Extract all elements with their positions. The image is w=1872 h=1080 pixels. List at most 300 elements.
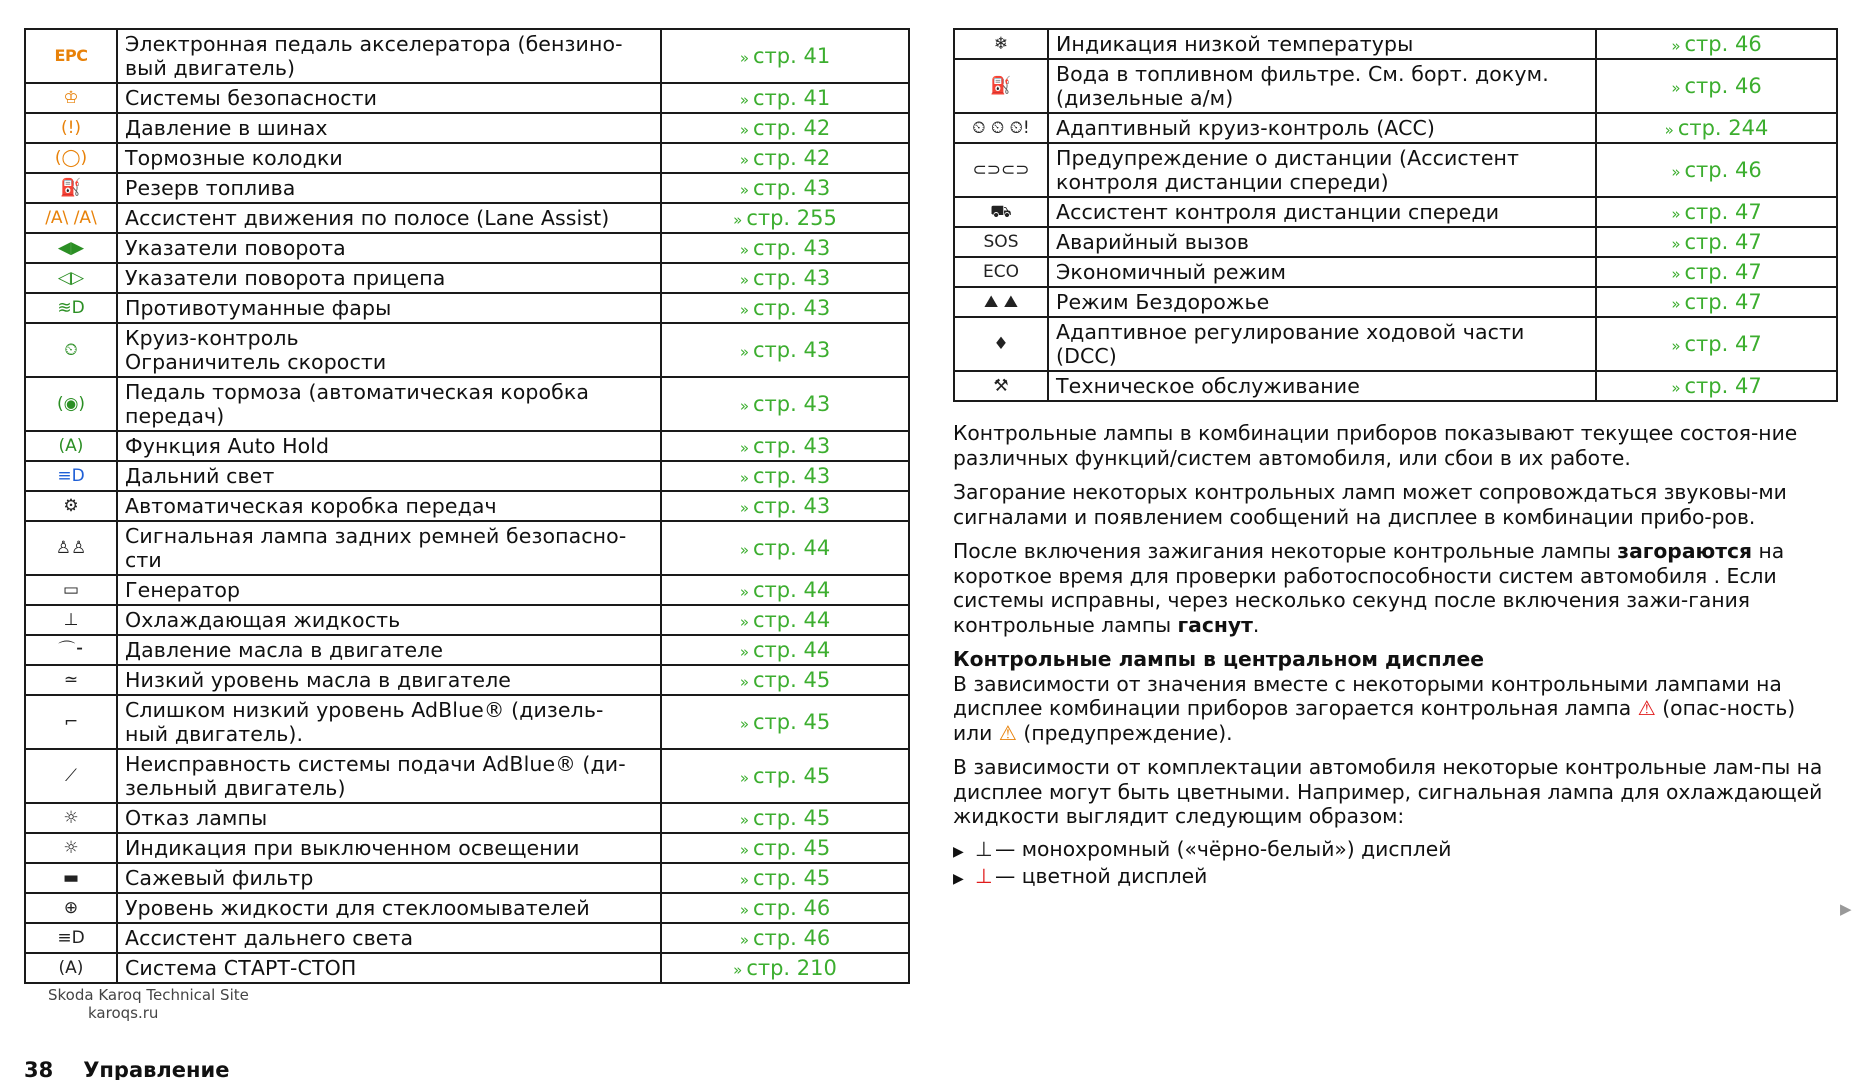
page-reference-link[interactable]: стр. 41 [753,86,831,110]
table-row [954,113,1837,143]
description-line: Экономичный режим [1056,260,1287,284]
auto-hold-icon: (A) [58,436,84,456]
table-row [25,461,909,491]
page-reference-link[interactable]: стр. 45 [753,668,831,692]
description-line: контроля дистанции спереди) [1056,170,1389,194]
table-row [25,29,909,83]
page-reference-link[interactable]: стр. 46 [753,896,831,920]
page-reference-cell [1596,257,1837,287]
icon-cell [25,953,117,983]
table-row [25,803,909,833]
description-line: Вода в топливном фильтре. См. борт. докум. [1056,62,1549,86]
description-line: Ограничитель скорости [125,350,387,374]
washer-fluid-icon: ⊕ [63,898,79,918]
page-arrow: » [739,901,749,919]
page-reference-link[interactable]: стр. 43 [753,494,831,518]
icon-cell [25,749,117,803]
page-reference-link[interactable]: стр. 47 [1684,374,1762,398]
soot-filter-icon: ▬ [62,868,80,888]
description-cell [117,293,661,323]
description-line: Сажевый фильтр [125,866,314,890]
icon-cell [25,323,117,377]
icon-cell [25,665,117,695]
page-reference-cell [661,695,909,749]
acc-icon: ⏲ ⏲ ⏲! [972,118,1030,138]
brake-pedal-icon: (◉) [56,394,86,414]
service-icon: ⚒ [993,376,1009,396]
legend-item-mono [953,837,1833,865]
description-line: Сигнальная лампа задних ремней безопасно- [125,524,627,548]
high-beam-icon: ≡D [57,466,85,486]
description-cell [117,521,661,575]
page-reference-cell [1596,29,1837,59]
paragraph-1: Контрольные лампы в комбинации приборов показывают текущее состоя-ние различных функций/систем автомобиля, или сбои в их работе. [953,421,1798,470]
page-arrow: » [739,181,749,199]
paragraph-3 [953,539,1833,637]
table-row [954,59,1837,113]
description-line: Указатели поворота прицепа [125,266,446,290]
lights-off-icon: ☼ [63,838,79,858]
description-line: Аварийный вызов [1056,230,1250,254]
description-cell [117,863,661,893]
airbag-icon: ♔ [63,88,79,108]
description-line: Охлаждающая жидкость [125,608,401,632]
page-arrow: » [739,841,749,859]
page-reference-cell [1596,197,1837,227]
emergency-call-icon: SOS [983,232,1019,252]
page-arrow: » [739,439,749,457]
page-reference-cell [661,923,909,953]
table-row [25,323,909,377]
icon-cell [25,29,117,83]
page-reference-cell [661,635,909,665]
page-arrow: » [739,613,749,631]
table-row [954,371,1837,401]
description-cell [117,635,661,665]
page-arrow: » [1671,37,1681,55]
page-arrow: » [739,469,749,487]
page-arrow: » [1671,163,1681,181]
low-temperature-icon: ❄ [993,34,1009,54]
indicator-table-left [24,28,910,984]
page-reference-link[interactable]: стр. 44 [753,638,831,662]
page-reference-cell [661,575,909,605]
description-line: Давление масла в двигателе [125,638,444,662]
description-cell [1048,287,1596,317]
table-row [25,605,909,635]
page-reference-cell [1596,59,1837,113]
p3-text-a: После включения зажигания некоторые контрольные лампы [953,539,1618,563]
description-cell [117,377,661,431]
icon-cell [25,233,117,263]
description-line: Индикация при выключенном освещении [125,836,580,860]
description-line: Системы безопасности [125,86,378,110]
page-arrow: » [1664,121,1674,139]
description-line: Ассистент движения по полосе (Lane Assist) [125,206,610,230]
page-reference-link[interactable]: стр. 46 [1684,158,1762,182]
paragraph-5: В зависимости от комплектации автомобиля некоторые контрольные лам-пы на дисплее могут быть цветными. Например, сигнальная лампа для охлаждающей жидкости выглядит следующим образом: [953,755,1823,828]
page-arrow: » [739,931,749,949]
description-cell [117,143,661,173]
description-cell [1048,29,1596,59]
page-arrow: » [1671,265,1681,283]
page-arrow: » [1671,205,1681,223]
page-reference-link[interactable]: стр. 44 [753,536,831,560]
icon-cell [954,29,1048,59]
page-reference-cell [661,233,909,263]
description-line: ный двигатель). [125,722,304,746]
page-reference-cell [1596,287,1837,317]
table-row [954,257,1837,287]
page-reference-link[interactable]: стр. 43 [753,434,831,458]
description-cell [117,461,661,491]
page-reference-link[interactable]: стр. 42 [753,146,831,170]
page-reference-link[interactable]: стр. 244 [1677,116,1769,140]
description-cell [117,665,661,695]
start-stop-icon: (A) [58,958,84,978]
icon-cell [25,695,117,749]
page-reference-link[interactable]: стр. 47 [1684,332,1762,356]
p4-text-a: В зависимости от значения вместе с некоторыми контрольными лампами на дисплее комбинации приборов загорается контрольная лампа [953,671,1782,720]
table-row [25,293,909,323]
page-arrow: » [1671,79,1681,97]
page-reference-cell [1596,143,1837,197]
description-line: Ассистент контроля дистанции спереди [1056,200,1500,224]
rear-seatbelt-icon: ♙♙ [55,538,87,558]
description-cell [117,893,661,923]
table-row [25,263,909,293]
description-line: передач) [125,404,225,428]
table-row [25,431,909,461]
page-reference-link[interactable]: стр. 44 [753,608,831,632]
description-cell [117,203,661,233]
description-cell [117,575,661,605]
description-cell [117,923,661,953]
icon-cell [25,863,117,893]
page-reference-link[interactable]: стр. 43 [753,176,831,200]
watermark-line1: Skoda Karoq Technical Site [48,986,249,1004]
bullet-arrow-icon: ▶ [953,843,964,860]
page-reference-link[interactable]: стр. 43 [753,392,831,416]
description-line: Слишком низкий уровень AdBlue® (дизель- [125,698,604,722]
description-line: Адаптивный круиз-контроль (ACC) [1056,116,1435,140]
description-line: Круиз-контроль [125,326,299,350]
page-reference-link[interactable]: стр. 45 [753,806,831,830]
oil-pressure-icon: ⌒⁃ [58,640,84,660]
page-reference-link[interactable]: стр. 210 [746,956,837,980]
icon-cell [25,605,117,635]
description-cell [117,605,661,635]
description-line: Техническое обслуживание [1056,374,1360,398]
page-arrow: » [1671,379,1681,397]
page-reference-link[interactable]: стр. 46 [1684,32,1762,56]
page-arrow: » [739,715,749,733]
description-cell [1048,257,1596,287]
icon-cell [25,521,117,575]
table-row [25,749,909,803]
page-reference-cell [661,83,909,113]
page-reference-cell [1596,317,1837,371]
icon-cell [25,635,117,665]
icon-cell [25,893,117,923]
page-reference-link[interactable]: стр. 45 [753,866,831,890]
page-arrow: » [1671,235,1681,253]
page-arrow: » [733,211,743,229]
page-reference-link[interactable]: стр. 45 [753,764,831,788]
description-line: Электронная педаль акселератора (бензино- [125,32,623,56]
page-reference-link[interactable]: стр. 46 [753,926,831,950]
fog-lights-icon: ≋D [57,298,85,318]
page-arrow: » [739,121,749,139]
eco-mode-icon: ECO [983,262,1019,282]
page-arrow: » [739,769,749,787]
icon-cell [954,227,1048,257]
page-reference-link[interactable]: стр. 43 [753,266,831,290]
legend-item-color [953,864,1833,892]
icon-cell [25,113,117,143]
description-line: Адаптивное регулирование ходовой части [1056,320,1525,344]
icon-cell [954,371,1048,401]
icon-cell [25,143,117,173]
page-reference-link[interactable]: стр. 42 [753,116,831,140]
coolant-icon: ⊥ [63,610,79,630]
page-arrow: » [739,91,749,109]
description-cell [117,83,661,113]
table-row [954,317,1837,371]
icon-cell [25,923,117,953]
icon-cell [25,491,117,521]
icon-cell [954,197,1048,227]
table-row [25,203,909,233]
description-line: Автоматическая коробка передач [125,494,497,518]
description-cell [117,173,661,203]
page-arrow: » [739,271,749,289]
description-line: Индикация низкой температуры [1056,32,1414,56]
page-reference-cell [1596,371,1837,401]
page-reference-link[interactable]: стр. 41 [753,44,831,68]
icon-cell [25,263,117,293]
page-arrow: » [1671,295,1681,313]
page-reference-cell [661,431,909,461]
table-row [25,521,909,575]
icon-cell [25,803,117,833]
description-cell [117,953,661,983]
page-reference-cell [661,665,909,695]
page-arrow: » [739,301,749,319]
danger-warning-icon: ⚠ [1637,696,1656,720]
icon-cell [25,431,117,461]
front-assist-icon: ⛟ [990,202,1012,222]
icon-cell [25,173,117,203]
page-reference-cell [661,377,909,431]
description-cell [117,749,661,803]
table-row [25,923,909,953]
caution-warning-icon: ⚠ [998,720,1017,745]
description-line: Режим Бездорожье [1056,290,1270,314]
page-reference-cell [1596,113,1837,143]
table-row [25,575,909,605]
description-line: Тормозные колодки [125,146,343,170]
bulb-failure-icon: ☼ [63,808,79,828]
page-reference-cell [661,491,909,521]
table-row [954,287,1837,317]
coolant-mono-icon: ⊥ [975,836,993,861]
table-row [25,83,909,113]
p3-bold-lights-off: гаснут [1177,612,1253,637]
page-reference-link[interactable]: стр. 45 [753,836,831,860]
description-line: вый двигатель) [125,56,296,80]
page-reference-link[interactable]: стр. 43 [753,236,831,260]
page-number: 38 [24,1058,54,1080]
table-row [25,665,909,695]
page-arrow: » [739,643,749,661]
page-arrow: » [739,241,749,259]
watermark-line2: karoqs.ru [88,1004,159,1022]
icon-cell [25,833,117,863]
paragraph-2: Загорание некоторых контрольных ламп может сопровождаться звуковы-ми сигналами и появлением сообщений на дисплее в комбинации прибо-ров. [953,480,1787,529]
page-footer [24,1058,230,1080]
page-reference-link[interactable]: стр. 47 [1684,290,1762,314]
description-line: зельный двигатель) [125,776,346,800]
table-row [25,863,909,893]
description-line: (DCC) [1056,344,1117,368]
icon-cell [954,59,1048,113]
dcc-icon: ♦ [993,334,1009,354]
page-reference-link[interactable]: стр. 47 [1684,200,1762,224]
description-line: Генератор [125,578,241,602]
page-arrow: » [739,583,749,601]
table-row [25,833,909,863]
page-reference-link[interactable]: стр. 45 [753,710,831,734]
table-row [25,491,909,521]
page-reference-link[interactable]: стр. 43 [753,464,831,488]
page-reference-cell [1596,227,1837,257]
icon-cell [954,113,1048,143]
table-row [25,953,909,983]
description-line: Указатели поворота [125,236,346,260]
automatic-gearbox-icon: ⚙ [63,496,79,516]
page-reference-cell [661,29,909,83]
page-arrow: » [739,499,749,517]
icon-cell [954,287,1048,317]
page-reference-cell [661,863,909,893]
description-cell [1048,371,1596,401]
section-name: Управление [83,1058,230,1080]
page-reference-cell [661,203,909,233]
offroad-mode-icon: ⛰ ⛰ [984,292,1018,312]
page-reference-cell [661,461,909,491]
page-reference-cell [661,143,909,173]
p3-bold-lights-on: загораются [1617,539,1753,563]
description-cell [117,233,661,263]
page-reference-cell [661,521,909,575]
description-line: сти [125,548,162,572]
description-cell [1048,197,1596,227]
page-arrow: » [739,811,749,829]
description-line: Предупреждение о дистанции (Ассистент [1056,146,1520,170]
page-reference-cell [661,749,909,803]
page-reference-link[interactable]: стр. 47 [1684,230,1762,254]
cruise-control-icon: ⏲ [64,340,78,360]
page-reference-link[interactable]: стр. 255 [746,206,837,230]
description-line: Система СТАРТ-СТОП [125,956,357,980]
table-row [25,377,909,431]
coolant-color-icon: ⊥ [975,864,993,888]
lane-assist-icon: /A\ /A\ [45,208,97,228]
page-reference-link[interactable]: стр. 43 [753,338,831,362]
description-cell [117,695,661,749]
turn-signals-icon: ◀▶ [57,238,85,258]
icon-cell [954,317,1048,371]
section-heading: Контрольные лампы в центральном дисплее [953,647,1485,671]
p4-text-b: (опас-ность) или [953,696,1796,745]
description-cell [1048,113,1596,143]
description-line: Дальний свет [125,464,275,488]
table-row [954,197,1837,227]
page-arrow: » [739,151,749,169]
page-reference-link[interactable]: стр. 47 [1684,260,1762,284]
description-cell [1048,317,1596,371]
fuel-reserve-icon: ⛽ [60,178,82,198]
description-line: Отказ лампы [125,806,268,830]
page-arrow: » [739,49,749,67]
description-line: Педаль тормоза (автоматическая коробка [125,380,590,404]
table-row [954,227,1837,257]
page-arrow: » [739,673,749,691]
description-line: Резерв топлива [125,176,296,200]
adblue-low-icon: ⌐ [63,712,79,732]
page-reference-cell [661,893,909,923]
page-reference-link[interactable]: стр. 43 [753,296,831,320]
description-cell [1048,227,1596,257]
brake-pads-icon: (◯) [54,148,88,168]
page-reference-cell [661,323,909,377]
icon-cell [25,203,117,233]
page-arrow: » [733,961,743,979]
page-reference-link[interactable]: стр. 44 [753,578,831,602]
description-line: Давление в шинах [125,116,328,140]
icon-cell [25,575,117,605]
page-reference-cell [661,293,909,323]
page-reference-cell [661,833,909,863]
description-cell [117,803,661,833]
explanatory-text [953,421,1833,892]
page-reference-link[interactable]: стр. 46 [1684,74,1762,98]
description-line: Противотуманные фары [125,296,392,320]
p3-text-c: на короткое время для проверки работоспособности систем автомобиля . Если системы исправны, через несколько секунд после включения зажи-гания контрольные лампы [953,539,1785,637]
tire-pressure-icon: (!) [60,118,82,138]
description-cell [117,431,661,461]
indicator-table-right [953,28,1838,402]
page-reference-cell [661,173,909,203]
table-row [954,143,1837,197]
p4-text-c: (предупреждение). [1016,720,1233,745]
table-row [25,173,909,203]
description-line: Низкий уровень масла в двигателе [125,668,512,692]
description-cell [117,29,661,83]
description-cell [1048,59,1596,113]
adblue-fault-icon: ⟋ [65,766,77,786]
table-row [25,113,909,143]
coolant-legend [953,837,1833,892]
table-row [25,143,909,173]
description-cell [117,263,661,293]
next-page-arrow-icon: ▶ [1840,900,1852,918]
description-cell [117,113,661,143]
trailer-turn-signals-icon: ◁▷ [57,268,85,288]
icon-cell [25,377,117,431]
table-row [954,29,1837,59]
